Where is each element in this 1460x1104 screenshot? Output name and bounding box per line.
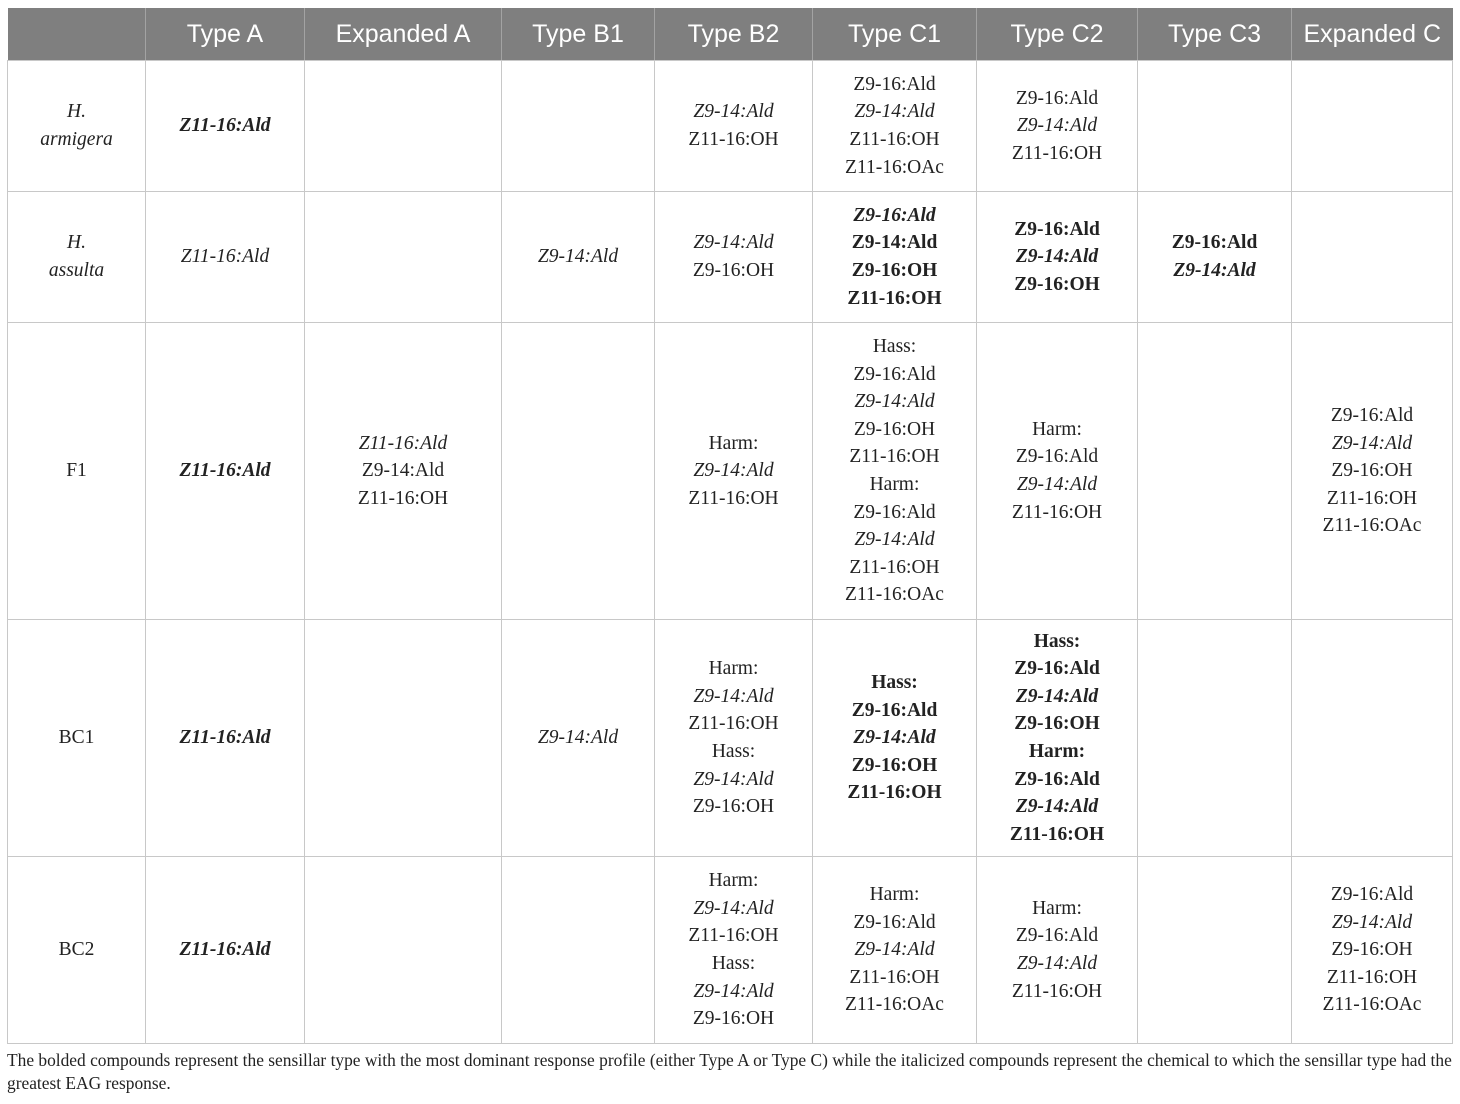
compound-line: Z9-14:Ald	[693, 232, 774, 254]
compound-line: Hass:	[711, 953, 756, 974]
compound-line: Harm:	[708, 870, 759, 892]
compound-line: Z9-14:Ald	[1016, 953, 1098, 974]
compound-line: Z11-16:OH	[849, 446, 940, 468]
table-header-row	[8, 8, 1453, 61]
header-cell-type-b2: Type B2	[655, 8, 813, 61]
compound-line: Z11-16:OH	[1011, 501, 1103, 523]
compound-line: Z11-16:OAc	[1322, 515, 1422, 537]
compound-cell	[502, 192, 655, 323]
table-row	[8, 620, 1453, 857]
compound-line: Z9-16:OH	[1014, 273, 1100, 295]
compound-line: Z9-14:Ald	[361, 460, 445, 482]
compound-cell	[977, 323, 1138, 620]
compound-cell	[655, 323, 813, 620]
compound-line: Z9-16:Ald	[853, 204, 936, 226]
compound-line: Z9-16:Ald	[853, 501, 936, 523]
compound-line: Z9-16:Ald	[853, 911, 936, 933]
compound-cell	[146, 323, 305, 620]
table-row	[8, 192, 1453, 323]
compound-line: Z9-14:Ald	[1331, 911, 1413, 933]
compound-line: Z9-16:OH	[692, 1008, 775, 1030]
compound-cell	[146, 61, 305, 192]
compound-line: Z9-16:Ald	[1015, 87, 1099, 109]
compound-line: Z11-16:OAc	[845, 994, 944, 1016]
compound-line: Harm:	[869, 884, 920, 906]
compound-line: Z9-16:Ald	[1330, 884, 1414, 906]
compound-cell	[655, 620, 813, 857]
compound-cell	[1292, 857, 1453, 1044]
compound-line: Z9-14:Ald	[537, 246, 619, 268]
header-cell-type-b1: Type B1	[502, 8, 655, 61]
compound-line: Z9-14:Ald	[693, 101, 774, 123]
header-cell-type-c2: Type C2	[977, 8, 1138, 61]
compound-cell	[1292, 323, 1453, 620]
header-cell-expanded-a: Expanded A	[305, 8, 502, 61]
compound-cell	[977, 61, 1138, 192]
compound-line: Harm:	[708, 658, 759, 680]
compound-cell	[1138, 192, 1292, 323]
compound-cell	[305, 61, 502, 192]
compound-line: Z9-14:Ald	[854, 101, 935, 123]
compound-line: Z9-14:Ald	[1331, 432, 1413, 454]
compound-line: Z9-16:OH	[1014, 713, 1100, 735]
compound-line: Hass:	[872, 336, 917, 358]
species-cell	[8, 192, 146, 323]
compound-cell	[305, 857, 502, 1044]
header-cell-type-c3: Type C3	[1138, 8, 1292, 61]
compound-cell	[305, 323, 502, 620]
compound-line: Z9-16:Ald	[853, 363, 936, 385]
compound-line: Z11-16:OAc	[1322, 994, 1422, 1016]
compound-line: Z9-16:OH	[851, 260, 938, 281]
compound-line: Z9-14:Ald	[1016, 115, 1098, 137]
compound-line: Z9-14:Ald	[693, 980, 774, 1002]
compound-cell	[1292, 61, 1453, 192]
compound-line: Z11-16:OAc	[845, 584, 944, 606]
compound-line: Z9-16:OH	[692, 796, 775, 818]
species-name-line: H.	[67, 232, 86, 254]
species-name-line: assulta	[48, 260, 105, 281]
species-cell	[8, 323, 146, 620]
species-cell	[8, 61, 146, 192]
compound-line: Z11-16:OAc	[845, 156, 944, 178]
compound-cell	[146, 620, 305, 857]
compound-cell	[1138, 620, 1292, 857]
compound-cell	[305, 192, 502, 323]
compound-line: Harm:	[1032, 418, 1082, 440]
table-row	[8, 323, 1453, 620]
compound-line: Z9-14:Ald	[693, 768, 774, 790]
compound-cell	[502, 61, 655, 192]
compound-line: Z9-16:OH	[1331, 460, 1413, 482]
compound-cell	[813, 192, 977, 323]
compound-line: Z11-16:OH	[847, 287, 942, 309]
compound-line: Z11-16:OH	[847, 782, 942, 804]
compound-line: Z9-14:Ald	[851, 232, 938, 254]
table-row	[8, 61, 1453, 192]
species-cell	[8, 620, 146, 857]
compound-line: Z9-16:Ald	[1014, 768, 1100, 790]
compound-line: Z9-14:Ald	[1015, 246, 1099, 268]
compound-cell	[1292, 620, 1453, 857]
compound-cell	[813, 620, 977, 857]
compound-line: Z9-16:Ald	[1171, 232, 1258, 254]
compound-line: Z9-14:Ald	[854, 391, 935, 413]
compound-cell	[977, 620, 1138, 857]
compound-line: Z11-16:OH	[1326, 966, 1418, 988]
compound-line: Z9-14:Ald	[853, 727, 936, 749]
compound-line: Z11-16:OH	[849, 129, 940, 150]
species-name-line: BC2	[58, 939, 95, 961]
compound-line: Z9-14:Ald	[1015, 796, 1099, 818]
compound-line: Z9-14:Ald	[1173, 260, 1256, 281]
compound-cell	[813, 323, 977, 620]
compound-line: Z11-16:OH	[688, 713, 779, 735]
compound-cell	[813, 857, 977, 1044]
compound-line: Z11-16:Ald	[179, 115, 271, 137]
compound-cell	[502, 857, 655, 1044]
compound-cell	[1138, 857, 1292, 1044]
compound-line: Z11-16:OH	[849, 966, 940, 988]
compound-cell	[146, 192, 305, 323]
compound-cell	[977, 857, 1138, 1044]
compound-line: Z9-14:Ald	[1016, 474, 1098, 495]
species-cell	[8, 857, 146, 1044]
compound-line: Z9-16:Ald	[851, 699, 938, 721]
compound-line: Z9-16:OH	[1331, 939, 1413, 961]
compound-line: Z11-16:OH	[849, 556, 940, 578]
compound-line: Harm:	[1032, 897, 1082, 919]
compound-line: Z9-14:Ald	[693, 897, 774, 919]
compound-line: Z9-16:Ald	[1015, 446, 1099, 468]
header-cell-expanded-c: Expanded C	[1292, 8, 1453, 61]
compound-line: Harm:	[1028, 741, 1086, 762]
compound-line: Harm:	[708, 432, 759, 454]
compound-line: Z11-16:OH	[688, 487, 779, 509]
compound-line: Z11-16:OH	[688, 129, 779, 150]
header-cell-species	[8, 8, 146, 61]
header-cell-type-c1: Type C1	[813, 8, 977, 61]
compound-line: Z9-14:Ald	[537, 727, 619, 749]
compound-line: Hass:	[1033, 630, 1081, 652]
compound-line: Z11-16:Ald	[179, 939, 271, 961]
compound-cell	[1138, 61, 1292, 192]
species-name-line: H.	[67, 101, 86, 123]
compound-line: Z9-16:OH	[853, 418, 936, 440]
compound-line: Z9-14:Ald	[693, 685, 774, 707]
compound-line: Z11-16:OH	[1011, 980, 1103, 1002]
compound-line: Z11-16:Ald	[358, 432, 448, 454]
header-cell-type-a: Type A	[146, 8, 305, 61]
compound-line: Z11-16:Ald	[179, 727, 271, 749]
compound-cell	[146, 857, 305, 1044]
compound-line: Z9-14:Ald	[693, 460, 774, 482]
table-footnote: The bolded compounds represent the sensillar type with the most dominant response profile (either Type A or Type C) while the italicized compounds represent the chemical to which the sensillar type had the greatest EAG response.	[7, 1050, 1452, 1093]
compound-cell	[1138, 323, 1292, 620]
compound-line: Hass:	[871, 672, 918, 694]
compound-line: Z9-14:Ald	[1015, 685, 1099, 707]
compound-line: Z9-16:Ald	[1014, 218, 1100, 240]
compound-cell	[655, 857, 813, 1044]
compound-line: Z11-16:Ald	[180, 246, 270, 268]
compound-line: Z9-14:Ald	[854, 939, 935, 961]
compound-line: Z11-16:OH	[357, 487, 449, 509]
compound-line: Z9-16:Ald	[1015, 925, 1099, 947]
compound-line: Z9-16:OH	[851, 754, 938, 776]
compound-cell	[655, 61, 813, 192]
sensillar-response-table	[7, 8, 1453, 1044]
compound-cell	[655, 192, 813, 323]
compound-line: Harm:	[869, 474, 920, 495]
compound-line: Z9-16:Ald	[1014, 658, 1100, 680]
compound-cell	[1292, 192, 1453, 323]
compound-line: Z11-16:Ald	[179, 460, 271, 482]
compound-cell	[502, 620, 655, 857]
compound-line: Z9-16:Ald	[1330, 405, 1414, 427]
compound-line: Z9-16:Ald	[853, 73, 936, 95]
compound-line: Z9-14:Ald	[854, 529, 935, 551]
compound-cell	[977, 192, 1138, 323]
compound-line: Z11-16:OH	[1009, 823, 1105, 845]
compound-line: Z11-16:OH	[688, 925, 779, 947]
compound-line: Z11-16:OH	[1011, 142, 1103, 164]
species-name-line: armigera	[40, 129, 113, 150]
compound-line: Z9-16:OH	[692, 260, 775, 281]
compound-cell	[813, 61, 977, 192]
table-row	[8, 857, 1453, 1044]
compound-line: Z11-16:OH	[1326, 487, 1418, 509]
compound-cell	[502, 323, 655, 620]
species-name-line: BC1	[58, 727, 95, 749]
compound-line: Hass:	[711, 741, 756, 762]
compound-cell	[305, 620, 502, 857]
species-name-line: F1	[66, 460, 87, 482]
